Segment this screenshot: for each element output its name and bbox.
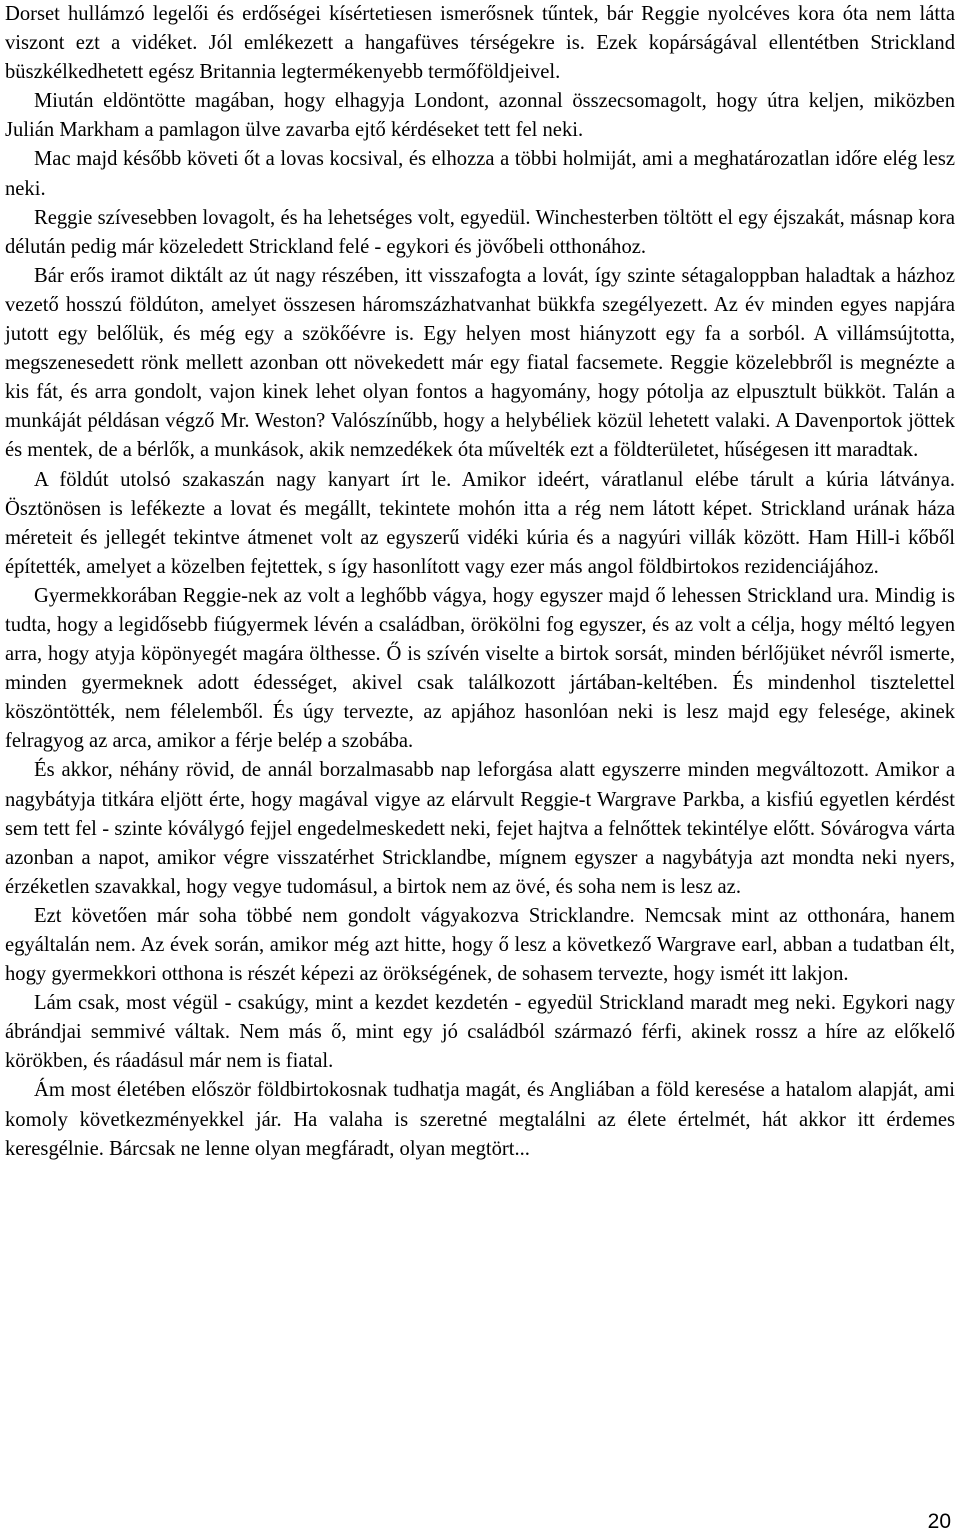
- document-page: [5, 0, 955, 1537]
- body-text: [5, 0, 955, 1164]
- paragraph: Bár erős iramot diktált az út nagy részében, itt visszafogta a lovát, így szinte sétagaloppban haladtak a házhoz vezető hosszú földúton, amelyet összesen háromszázhatvanhat bükkfa szegélyezett. Az év minden egyes napjára jutott egy belőlük, és még egy a szökőévre is. Egy helyen most hiányzott egy fa a sorból. A villámsújtotta, megszenesedett rönk mellett azonban ott növekedett már egy fiatal facsemete. Reggie közelebbről is megnézte a kis fát, és arra gondolt, vajon kinek lehet olyan fontos a hagyomány, hogy pótolja az elpusztult bükköt. Talán a munkáját példásan végző Mr. Weston? Valószínűbb, hogy a helybéliek közül lehetett valaki. A Davenportok jöttek és mentek, de a bérlők, a munkások, akik nemzedékek óta művelték ezt a földterületet, hűségesen itt maradtak.: [5, 264, 955, 462]
- paragraph: Lám csak, most végül - csakúgy, mint a kezdet kezdetén - egyedül Strickland maradt meg neki. Egykori nagy ábrándjai semmivé váltak. Nem más ő, mint egy jó családból származó férfi, akinek rossz a híre az előkelő körökben, és ráadásul már nem is fiatal.: [5, 992, 955, 1073]
- paragraph: És akkor, néhány rövid, de annál borzalmasabb nap leforgása alatt egyszerre minden megváltozott. Amikor a nagybátyja titkára eljött érte, hogy magával vigye az elárvult Reggie-t Wargrave Parkba, a kisfiú egyetlen kérdést sem tett fel - szinte kóválygó fejjel engedelmeskedett neki, fejet hajtva a felnőttek tekintélye előtt. Sóvárogva várta azonban a napot, amikor végre visszatérhet Stricklandbe, mígnem egyszer a nagybátyja azt mondta neki nyers, érzéketlen szavakkal, hogy vegye tudomásul, a birtok nem az övé, és soha nem is lesz az.: [5, 759, 955, 898]
- paragraph: Gyermekkorában Reggie-nek az volt a leghőbb vágya, hogy egyszer majd ő lehessen Strickland ura. Mindig is tudta, hogy a legidősebb fiúgyermek lévén a családban, örökölni fog egyszer, és az volt a célja, hogy méltó legyen arra, hogy atyja köpönyegét magára ölthesse. Ő is szívén viselte a birtok sorsát, minden bérlőjüket névről ismerte, minden gyermeknek adott édességet, akivel csak találkozott jártában-keltében. És mindenhol tisztelettel köszöntötték, nem félelemből. És úgy tervezte, az apjához hasonlóan neki is lesz majd egy felesége, akinek felragyog az arca, amikor a férje belép a szobába.: [5, 584, 955, 753]
- paragraph: Dorset hullámzó legelői és erdőségei kísértetiesen ismerősnek tűntek, bár Reggie nyolcéves kora óta nem látta viszont ezt a vidéket. Jól emlékezett a hangafüves térségekre is. Ezek kopárságával ellentétben Strickland büszkélkedhetett egész Britannia legtermékenyebb termőföldjeivel.: [5, 3, 955, 84]
- paragraph: Miután eldöntötte magában, hogy elhagyja Londont, azonnal összecsomagolt, hogy útra keljen, miközben Julián Markham a pamlagon ülve zavarba ejtő kérdéseket tett fel neki.: [5, 90, 955, 142]
- paragraph: Reggie szívesebben lovagolt, és ha lehetséges volt, egyedül. Winchesterben töltött el egy éjszakát, másnap kora délután pedig már közeledett Strickland felé - egykori és jövőbeli otthonához.: [5, 206, 955, 258]
- paragraph: Ezt követően már soha többé nem gondolt vágyakozva Stricklandre. Nemcsak mint az otthonára, hanem egyáltalán nem. Az évek során, amikor még azt hitte, hogy ő lesz a következő Wargrave earl, abban a tudatban élt, hogy gyermekkori otthona is részét képezi az örökségének, de sohasem tervezte, hogy ismét itt lakjon.: [5, 904, 955, 986]
- paragraph: A földút utolsó szakaszán nagy kanyart írt le. Amikor ideért, váratlanul elébe tárult a kúria látványa. Ösztönösen is lefékezte a lovat és megállt, tekintete mohón itta a rég nem látott képet. Strickland urának háza méreteit és jellegét tekintve átmenet volt az egyszerű vidéki kúria és a nagyúri villák között. Ham Hill-i kőből építették, amelyet a közelben fejtettek, s így hasonlított vagy ezer más angol földbirtokos rezidenciájához.: [5, 468, 955, 578]
- paragraph: Mac majd később követi őt a lovas kocsival, és elhozza a többi holmiját, ami a meghatározatlan időre elég lesz neki.: [5, 148, 955, 200]
- paragraph: Ám most életében először földbirtokosnak tudhatja magát, és Angliában a föld keresése a hatalom alapját, ami komoly következményekkel jár. Ha valaha is szeretné megtalálni az élete értelmét, hát akkor itt érdemes keresgélnie. Bárcsak ne lenne olyan megfáradt, olyan megtört...: [5, 1079, 955, 1160]
- page-number: 20: [927, 1510, 951, 1533]
